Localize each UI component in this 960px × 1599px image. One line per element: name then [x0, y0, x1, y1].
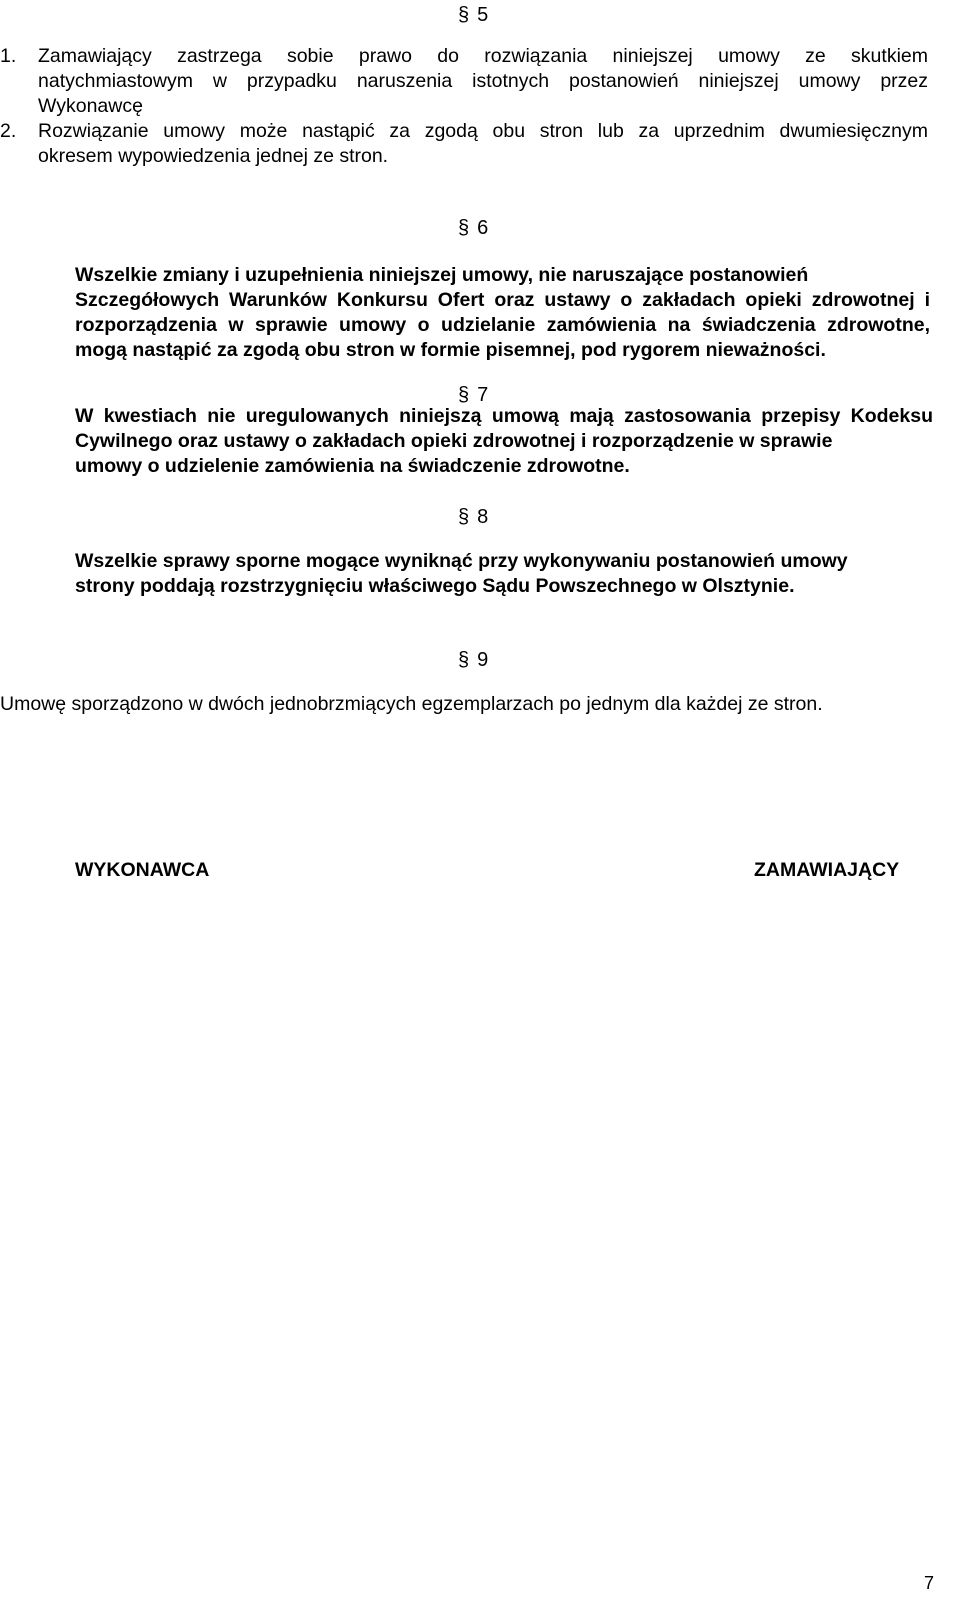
section-number: 8 [477, 506, 489, 528]
section-number: 7 [477, 384, 489, 406]
paragraph-line: okresem wypowiedzenia jednej ze stron. [38, 145, 389, 167]
page-number: 7 [924, 1573, 935, 1593]
section-symbol: § [458, 649, 470, 671]
section-number: 6 [477, 217, 489, 239]
item-number: 2. [0, 120, 17, 142]
section-6-heading [458, 216, 488, 240]
paragraph-line: natychmiastowym w przypadku naruszenia istotnych postanowień niniejszej umowy przez [38, 70, 928, 92]
paragraph-line: Wykonawcę [38, 95, 143, 117]
section-9-heading [458, 648, 488, 672]
signature-ordering-party: ZAMAWIAJĄCY [754, 859, 900, 881]
section-8-heading [458, 505, 488, 529]
section-symbol: § [458, 4, 470, 26]
signature-contractor: WYKONAWCA [75, 859, 210, 881]
paragraph-line: Cywilnego oraz ustawy o zakładach opieki zdrowotnej i rozporządzenie w sprawie [75, 430, 833, 452]
paragraph-line: umowy o udzielenie zamówienia na świadczenie zdrowotne. [75, 455, 630, 477]
paragraph-line: W kwestiach nie uregulowanych niniejszą umową mają zastosowania przepisy Kodeksu [75, 405, 933, 427]
paragraph-line: Szczegółowych Warunków Konkursu Ofert oraz ustawy o zakładach opieki zdrowotnej i [75, 289, 930, 311]
paragraph-line: rozporządzenia w sprawie umowy o udzielanie zamówienia na świadczenia zdrowotne, [75, 314, 930, 336]
paragraph-line: Zamawiający zastrzega sobie prawo do rozwiązania niniejszej umowy ze skutkiem [38, 45, 928, 67]
section-6-paragraph [75, 263, 930, 363]
item-number: 1. [0, 45, 17, 67]
section-9-paragraph: Umowę sporządzono w dwóch jednobrzmiących egzemplarzach po jednym dla każdej ze stron. [0, 693, 823, 715]
section-5-heading [458, 3, 488, 27]
paragraph-line: Rozwiązanie umowy może nastąpić za zgodą obu stron lub za uprzednim dwumiesięcznym [38, 120, 928, 142]
paragraph-line: strony poddają rozstrzygnięciu właściwego Sądu Powszechnego w Olsztynie. [75, 575, 795, 597]
paragraph-line: Wszelkie sprawy sporne mogące wyniknąć przy wykonywaniu postanowień umowy [75, 550, 848, 572]
section-symbol: § [458, 217, 470, 239]
section-8-paragraph [75, 549, 935, 599]
paragraph-line: Wszelkie zmiany i uzupełnienia niniejszej umowy, nie naruszające postanowień [75, 264, 809, 286]
section-7-paragraph [75, 404, 933, 479]
section-5-item-2 [0, 119, 928, 169]
section-symbol: § [458, 506, 470, 528]
section-number: 9 [477, 649, 489, 671]
paragraph-line: mogą nastąpić za zgodą obu stron w formie pisemnej, pod rygorem nieważności. [75, 339, 826, 361]
section-symbol: § [458, 384, 470, 406]
section-number: 5 [477, 4, 489, 26]
section-5-item-1 [0, 44, 928, 119]
